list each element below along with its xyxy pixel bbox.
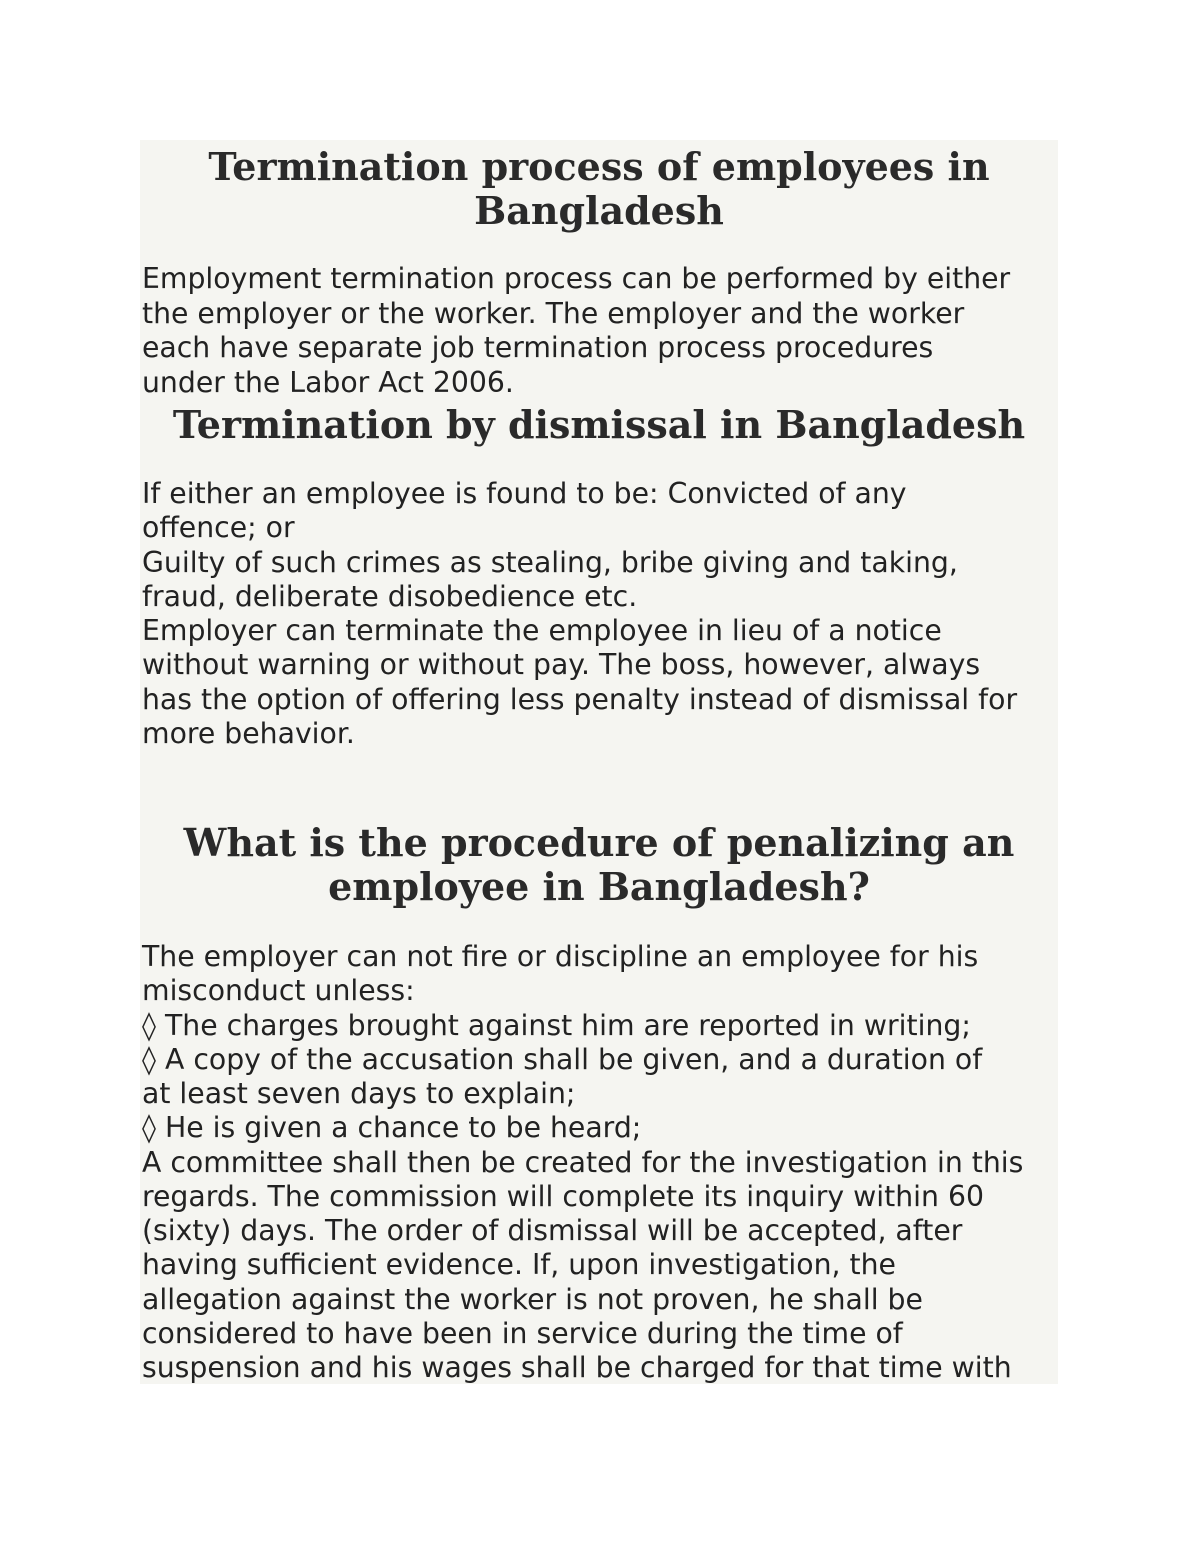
procedure-line: (sixty) days. The order of dismissal will be accepted, after: [142, 1214, 963, 1247]
procedure-bullet: ◊ The charges brought against him are reported in writing;: [142, 1009, 971, 1042]
section-heading-procedure-line-2: employee in Bangladesh?: [328, 864, 870, 909]
procedure-line: considered to have been in service during the time of: [142, 1317, 903, 1350]
dismissal-line: Guilty of such crimes as stealing, bribe giving and taking,: [142, 546, 958, 579]
dismissal-line: has the option of offering less penalty instead of dismissal for: [142, 683, 1018, 716]
intro-line: Employment termination process can be performed by either: [142, 262, 1011, 295]
dismissal-line: offence; or: [142, 511, 295, 544]
procedure-line: regards. The commission will complete its inquiry within 60: [142, 1180, 984, 1213]
intro-line: under the Labor Act 2006.: [142, 366, 514, 399]
intro-line: the employer or the worker. The employer and the worker: [142, 297, 965, 330]
section-heading-dismissal: Termination by dismissal in Bangladesh: [172, 402, 1026, 447]
dismissal-line: without warning or without pay. The boss, however, always: [142, 648, 981, 681]
procedure-line: suspension and his wages shall be charged for that time with: [142, 1351, 1012, 1384]
dismissal-line: more behavior.: [142, 717, 355, 750]
page-title-line-2: Bangladesh: [474, 188, 724, 233]
procedure-bullet: ◊ He is given a chance to be heard;: [142, 1111, 642, 1144]
procedure-line: The employer can not fire or discipline an employee for his: [142, 940, 979, 973]
dismissal-line: fraud, deliberate disobedience etc.: [142, 580, 638, 613]
procedure-line: misconduct unless:: [142, 974, 415, 1007]
procedure-line: allegation against the worker is not proven, he shall be: [142, 1283, 923, 1316]
page-title-line-1: Termination process of employees in: [208, 144, 990, 189]
procedure-line: having sufficient evidence. If, upon investigation, the: [142, 1248, 896, 1281]
intro-line: each have separate job termination process procedures: [142, 331, 934, 364]
procedure-line: A committee shall then be created for the investigation in this: [142, 1146, 1024, 1179]
procedure-line: at least seven days to explain;: [142, 1077, 576, 1110]
procedure-bullet: ◊ A copy of the accusation shall be given, and a duration of: [142, 1043, 983, 1076]
dismissal-line: Employer can terminate the employee in lieu of a notice: [142, 614, 942, 647]
dismissal-line: If either an employee is found to be: Convicted of any: [142, 477, 907, 510]
section-heading-procedure-line-1: What is the procedure of penalizing an: [183, 820, 1015, 865]
document-page: [140, 140, 1058, 1384]
